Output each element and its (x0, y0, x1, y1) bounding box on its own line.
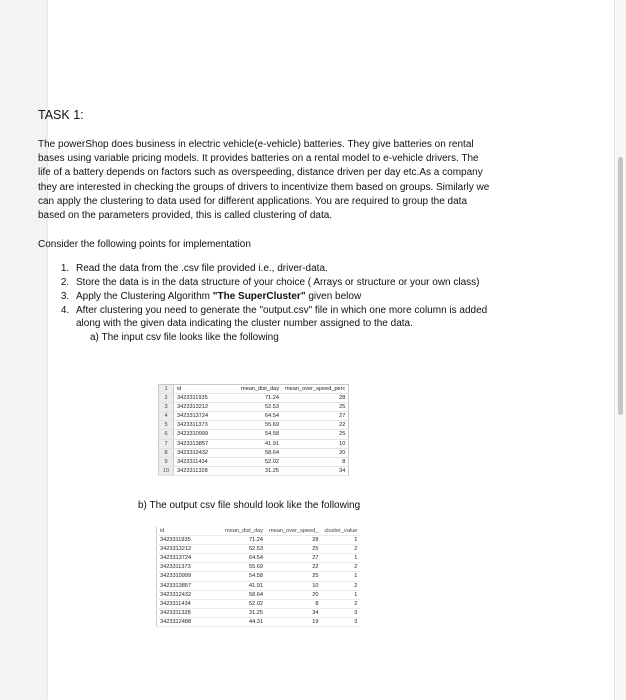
cluster-cell: 2 (321, 581, 360, 590)
table-row (157, 554, 361, 563)
table-row (157, 599, 361, 608)
header-cell: mean_over_speed_perc (282, 385, 349, 394)
table-row (157, 617, 361, 626)
table-row (157, 590, 361, 599)
dist-cell: 54.58 (210, 572, 266, 581)
table-row (157, 563, 361, 572)
header-cell: mean_over_speed_ (266, 527, 321, 536)
sub-step-b: b) The output csv file should look like the following (138, 500, 361, 511)
row-number: 5 (159, 421, 174, 430)
table-row (159, 466, 349, 475)
cluster-cell: 1 (321, 536, 360, 545)
dist-cell: 52.53 (226, 403, 282, 412)
table-row (159, 403, 349, 412)
speed-cell: 25 (282, 430, 349, 439)
speed-cell: 28 (266, 536, 321, 545)
speed-cell: 34 (282, 466, 349, 475)
row-number: 6 (159, 430, 174, 439)
table-row (157, 536, 361, 545)
cluster-cell: 2 (321, 545, 360, 554)
steps-list (38, 262, 494, 331)
table-row (157, 608, 361, 617)
input-header-row (159, 385, 349, 394)
id-cell: 3423311373 (174, 421, 227, 430)
row-number: 7 (159, 439, 174, 448)
id-cell: 3423313857 (157, 581, 211, 590)
dist-cell: 52.02 (226, 457, 282, 466)
dist-cell: 55.69 (226, 421, 282, 430)
document-content (38, 108, 494, 343)
id-cell: 3423311328 (157, 608, 211, 617)
table-row (159, 421, 349, 430)
step-3-prefix: Apply the Clustering Algorithm (76, 290, 213, 302)
table-row (157, 545, 361, 554)
speed-cell: 27 (266, 554, 321, 563)
id-cell: 3423313212 (157, 545, 211, 554)
speed-cell: 20 (266, 590, 321, 599)
table-row (159, 394, 349, 403)
input-csv-table (158, 384, 349, 476)
step-3 (72, 290, 494, 304)
id-cell: 3423311373 (157, 563, 211, 572)
dist-cell: 71.24 (226, 394, 282, 403)
id-cell: 3423310999 (174, 430, 227, 439)
dist-cell: 58.64 (226, 448, 282, 457)
cluster-cell: 3 (321, 608, 360, 617)
dist-cell: 64.54 (226, 412, 282, 421)
step-3-suffix: given below (305, 290, 362, 302)
table-row (157, 581, 361, 590)
row-number: 9 (159, 457, 174, 466)
dist-cell: 31.25 (210, 608, 266, 617)
id-cell: 3423312488 (157, 617, 211, 626)
id-cell: 3423311935 (157, 536, 211, 545)
dist-cell: 52.53 (210, 545, 266, 554)
cluster-cell: 2 (321, 599, 360, 608)
dist-cell: 44.31 (210, 617, 266, 626)
sub-step-a: a) The input csv file looks like the following (90, 332, 279, 344)
task-title: TASK 1: (38, 108, 84, 122)
cluster-cell: 2 (321, 563, 360, 572)
speed-cell: 25 (282, 403, 349, 412)
dist-cell: 58.64 (210, 590, 266, 599)
id-cell: 3423313857 (174, 439, 227, 448)
row-number: 3 (159, 403, 174, 412)
speed-cell: 22 (282, 421, 349, 430)
speed-cell: 10 (266, 581, 321, 590)
table-row (159, 457, 349, 466)
id-cell: 3423311935 (174, 394, 227, 403)
table-row (159, 412, 349, 421)
header-cell: cluster_value (321, 527, 360, 536)
speed-cell: 34 (266, 608, 321, 617)
dist-cell: 31.25 (226, 466, 282, 475)
id-cell: 3423313212 (174, 403, 227, 412)
table-row (159, 448, 349, 457)
dist-cell: 55.69 (210, 563, 266, 572)
row-number: 10 (159, 466, 174, 475)
step-1: 1. Read the data from the .csv file provided i.e., driver-data. (72, 262, 494, 276)
header-cell: mean_dist_day (210, 527, 266, 536)
speed-cell: 22 (266, 563, 321, 572)
dist-cell: 41.91 (210, 581, 266, 590)
speed-cell: 10 (282, 439, 349, 448)
cluster-cell: 3 (321, 617, 360, 626)
vertical-scrollbar[interactable] (614, 0, 626, 700)
id-cell: 3423311434 (174, 457, 227, 466)
speed-cell: 25 (266, 545, 321, 554)
step-4: 4. After clustering you need to generate the "output.csv" file in which one more column is added along with the given data indicating the cluster number assigned to the data. (72, 304, 494, 332)
id-cell: 3423312432 (174, 448, 227, 457)
speed-cell: 19 (266, 617, 321, 626)
header-cell: id (157, 527, 211, 536)
table-row (159, 439, 349, 448)
dist-cell: 52.02 (210, 599, 266, 608)
speed-cell: 28 (282, 394, 349, 403)
id-cell: 3423310999 (157, 572, 211, 581)
intro-paragraph: The powerShop does business in electric vehicle(e-vehicle) batteries. They give batteries on rental bases using variable pricing models. It provides batteries on a rental model to e-vehicle drivers. The life of a battery depends on factors such as overspeeding, distance driven per day etc.As a company they are interested in checking the groups of drivers to incentivize them based on groups. Similarly we can apply the clustering to data used for different applications. You are required to group the data based on the parameters provided, this is called clustering of data. (38, 139, 490, 222)
speed-cell: 8 (266, 599, 321, 608)
row-number: 4 (159, 412, 174, 421)
header-cell: mean_dist_day (226, 385, 282, 394)
id-cell: 3423311434 (157, 599, 211, 608)
consider-text: Consider the following points for implementation (38, 239, 251, 251)
table-row (157, 572, 361, 581)
row-number: 1 (159, 385, 174, 394)
row-number: 8 (159, 448, 174, 457)
dist-cell: 64.54 (210, 554, 266, 563)
cluster-cell: 1 (321, 572, 360, 581)
id-cell: 3423311328 (174, 466, 227, 475)
speed-cell: 8 (282, 457, 349, 466)
scrollbar-thumb[interactable] (618, 157, 623, 415)
cluster-cell: 1 (321, 554, 360, 563)
id-cell: 3423313724 (157, 554, 211, 563)
header-cell: id (174, 385, 227, 394)
id-cell: 3423312432 (157, 590, 211, 599)
output-csv-table (156, 527, 360, 627)
output-header-row (157, 527, 361, 536)
cluster-cell: 1 (321, 590, 360, 599)
speed-cell: 25 (266, 572, 321, 581)
table-row (159, 430, 349, 439)
dist-cell: 54.58 (226, 430, 282, 439)
dist-cell: 71.24 (210, 536, 266, 545)
step-2: 2. Store the data is in the data structure of your choice ( Arrays or structure or your own class) (72, 276, 494, 290)
id-cell: 3423313724 (174, 412, 227, 421)
speed-cell: 20 (282, 448, 349, 457)
speed-cell: 27 (282, 412, 349, 421)
algorithm-name: "The SuperCluster" (212, 290, 306, 302)
row-number: 2 (159, 394, 174, 403)
dist-cell: 41.91 (226, 439, 282, 448)
